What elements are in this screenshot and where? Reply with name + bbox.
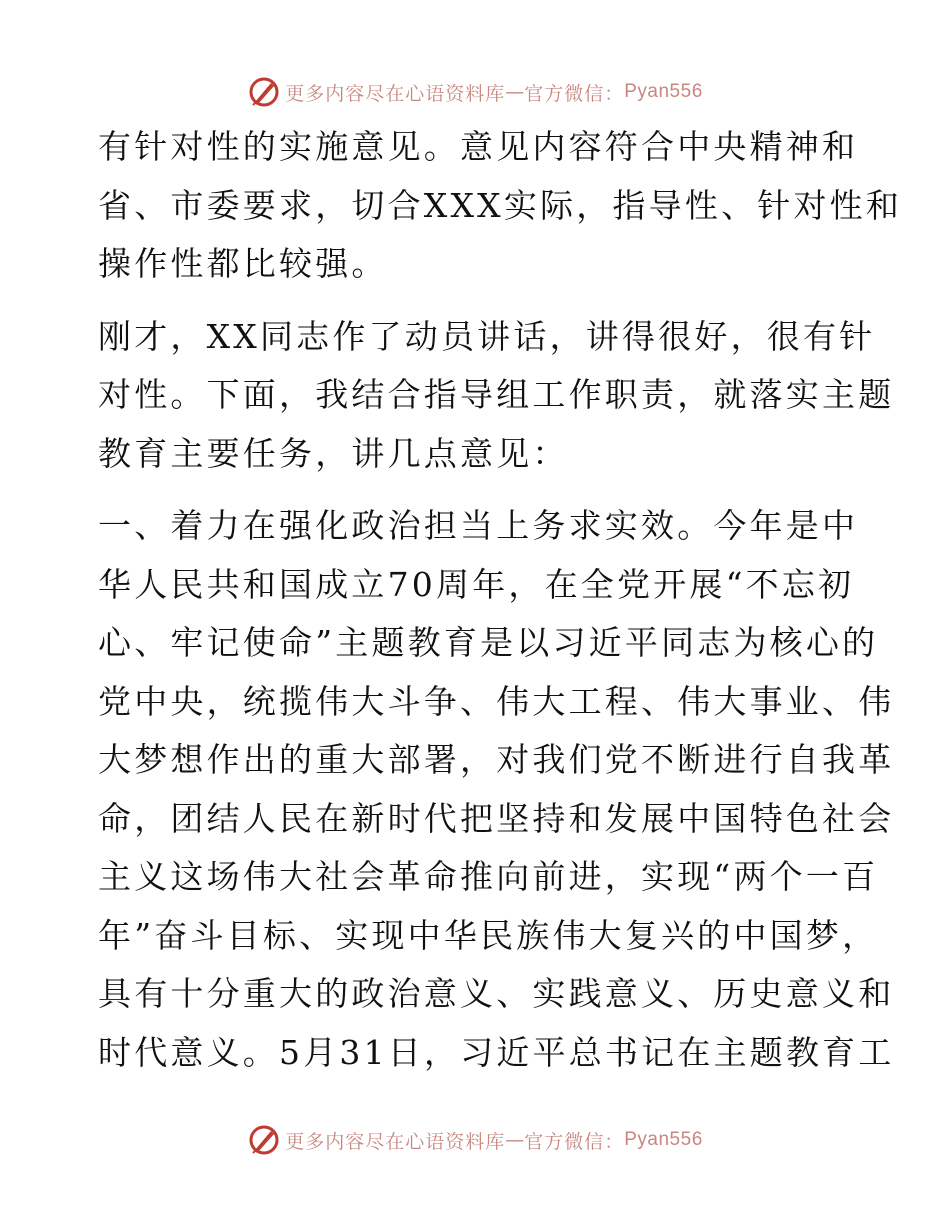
- quill-logo-icon: [247, 1123, 281, 1157]
- text-line: 一、着力在强化政治担当上务求实效。今年是中: [98, 506, 859, 545]
- quill-logo-icon: [247, 75, 281, 109]
- brand-text: 更多内容尽在心语资料库: [285, 1130, 506, 1153]
- text-line: 省、市委要求，切合XXX实际，指导性、针对性和: [98, 185, 903, 225]
- text-line: 时代意义。5月31日，习近平总书记在主题教育工: [98, 1032, 895, 1072]
- text-line: 有针对性的实施意见。意见内容符合中央精神和: [98, 127, 859, 166]
- wechat-label: 官方微信：: [524, 82, 625, 105]
- text-line: 具有十分重大的政治意义、实践意义、历史意义和: [98, 974, 895, 1013]
- wechat-account: Pyan556: [624, 1129, 703, 1150]
- wechat-label: 官方微信：: [524, 1130, 625, 1153]
- text-line: 刚才，XX同志作了动员讲话，讲得很好，很有针: [98, 316, 876, 356]
- paragraph: [98, 497, 895, 1082]
- brand-text: 更多内容尽在心语资料库: [285, 82, 506, 105]
- text-line: 心、牢记使命”主题教育是以习近平同志为核心的: [98, 623, 879, 662]
- document-body: [98, 118, 903, 1082]
- wechat-account: Pyan556: [624, 81, 703, 102]
- text-line: 华人民共和国成立70周年，在全党开展“不忘初: [98, 564, 855, 604]
- text-line: 党中央，统揽伟大斗争、伟大工程、伟大事业、伟: [98, 681, 895, 721]
- text-line: 年”奋斗目标、实现中华民族伟大复兴的中国梦，: [98, 915, 879, 955]
- text-line: 命，团结人民在新时代把坚持和发展中国特色社会: [98, 798, 895, 838]
- paragraph: [98, 308, 895, 484]
- separator: —: [505, 81, 525, 103]
- text-line: 主义这场伟大社会革命推向前进，实现“两个一百: [98, 857, 879, 896]
- separator: —: [505, 1129, 525, 1151]
- paragraph: [98, 118, 903, 294]
- text-line: 对性。下面，我结合指导组工作职责，就落实主题: [98, 375, 895, 414]
- text-line: 教育主要任务，讲几点意见：: [98, 433, 569, 473]
- text-line: 操作性都比较强。: [98, 244, 388, 283]
- footer-watermark: [0, 1120, 950, 1160]
- header-watermark: [0, 72, 950, 112]
- text-line: 大梦想作出的重大部署，对我们党不断进行自我革: [98, 740, 895, 779]
